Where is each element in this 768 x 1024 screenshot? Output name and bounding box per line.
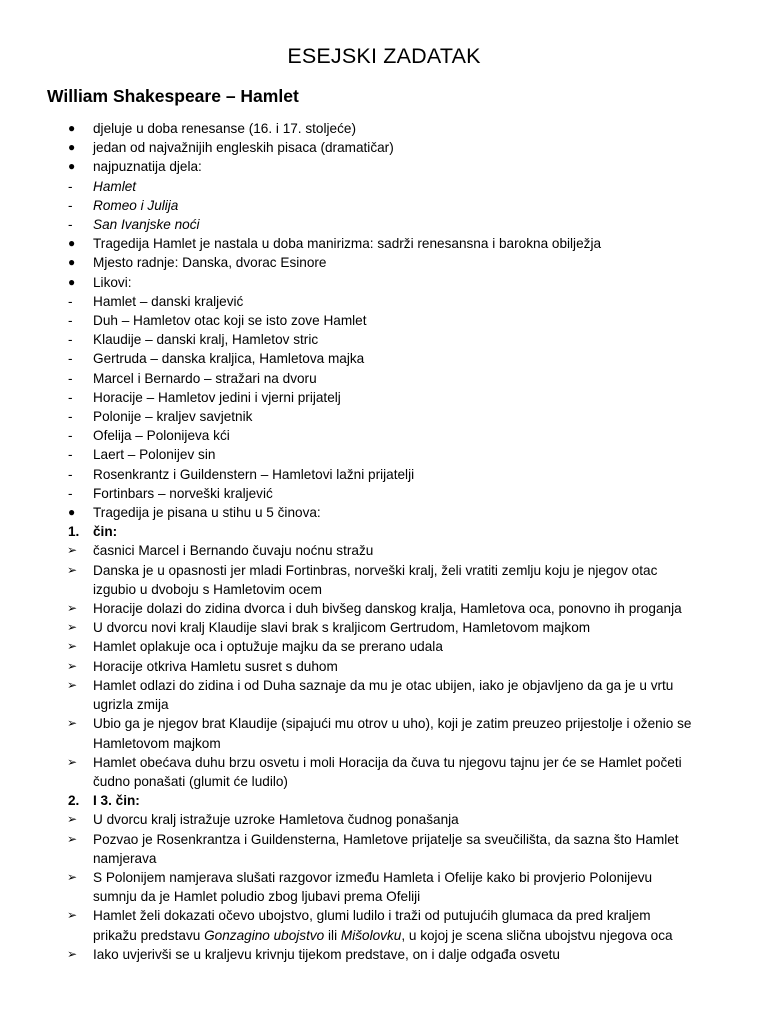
list-item-continuation bbox=[0, 695, 768, 714]
list-item-text: Laert – Polonijev sin bbox=[93, 447, 216, 463]
list-item bbox=[0, 388, 768, 407]
text-run: prikažu predstavu bbox=[93, 927, 205, 943]
arrow-bullet-icon: ➢ bbox=[67, 946, 78, 961]
list-item-text: Hamlet – danski kraljević bbox=[93, 293, 244, 309]
arrow-bullet-icon: ➢ bbox=[67, 869, 78, 884]
list-item bbox=[0, 753, 768, 772]
page-title: ESEJSKI ZADATAK bbox=[287, 44, 481, 68]
list-item bbox=[0, 637, 768, 656]
document-body bbox=[0, 119, 768, 964]
list-item-text: izgubio u dvoboju s Hamletovim ocem bbox=[93, 581, 322, 597]
arrow-bullet-icon: ➢ bbox=[67, 639, 78, 654]
list-item bbox=[0, 676, 768, 695]
list-item bbox=[0, 484, 768, 503]
list-item-text: Romeo i Julija bbox=[93, 197, 179, 213]
list-item-text: U dvorcu novi kralj Klaudije slavi brak s kraljicom Gertrudom, Hamletovom majkom bbox=[93, 620, 591, 636]
list-item-text: Horacije – Hamletov jedini i vjerni prijatelj bbox=[93, 389, 341, 405]
arrow-bullet-icon: ➢ bbox=[67, 658, 78, 673]
list-item bbox=[0, 349, 768, 368]
list-item-text: Gertruda – danska kraljica, Hamletova majka bbox=[93, 351, 365, 367]
dash-icon: - bbox=[68, 313, 73, 329]
list-item bbox=[0, 138, 768, 157]
list-item-continuation bbox=[0, 734, 768, 753]
dash-icon: - bbox=[68, 351, 73, 367]
list-item-text: S Polonijem namjerava slušati razgovor između Hamleta i Ofelije kako bi provjerio Polonijevu bbox=[93, 869, 653, 885]
list-item-text: Mjesto radnje: Danska, dvorac Esinore bbox=[93, 255, 327, 271]
list-item-text: Hamlet obećava duhu brzu osvetu i moli Horacija da čuva tu njegovu tajnu jer će se Hamlet početi bbox=[93, 754, 682, 770]
arrow-bullet-icon: ➢ bbox=[67, 601, 78, 616]
list-item-text: Horacije otkriva Hamletu susret s duhom bbox=[93, 658, 338, 674]
list-item bbox=[0, 330, 768, 349]
list-item-text: I 3. čin: bbox=[93, 793, 140, 809]
dash-icon: - bbox=[68, 332, 73, 348]
arrow-bullet-icon: ➢ bbox=[67, 716, 78, 731]
list-item bbox=[0, 503, 768, 522]
list-item bbox=[0, 522, 768, 541]
bullet-icon: ● bbox=[68, 274, 76, 289]
list-item-text: Klaudije – danski kralj, Hamletov stric bbox=[93, 332, 319, 348]
dash-icon: - bbox=[68, 485, 73, 501]
list-item-text: Pozvao je Rosenkrantza i Guildensterna, Hamletove prijatelje sa sveučilišta, da sazna što Hamlet bbox=[93, 831, 679, 847]
dash-icon: - bbox=[68, 370, 73, 386]
list-item bbox=[0, 311, 768, 330]
list-item-continuation bbox=[0, 849, 768, 868]
text-run: Gonzagino ubojstvo bbox=[204, 927, 325, 943]
arrow-bullet-icon: ➢ bbox=[67, 543, 78, 558]
list-item-text: Ubio ga je njegov brat Klaudije (sipajući mu otrov u uho), koji je zatim preuzeo prijestolje i oženio se bbox=[93, 716, 692, 732]
dash-icon: - bbox=[68, 466, 73, 482]
list-item-text: Rosenkrantz i Guildenstern – Hamletovi lažni prijatelji bbox=[93, 466, 415, 482]
arrow-bullet-icon: ➢ bbox=[67, 677, 78, 692]
dash-icon: - bbox=[68, 409, 73, 425]
list-item-text: čin: bbox=[93, 524, 118, 540]
list-item-text: sumnju da je Hamlet poludio zbog ljubavi prema Ofeliji bbox=[93, 889, 421, 905]
dash-icon: - bbox=[68, 447, 73, 463]
list-item bbox=[0, 541, 768, 560]
list-item-text: najpuznatija djela: bbox=[93, 159, 202, 175]
list-item-text: San Ivanjske noći bbox=[93, 217, 200, 233]
list-item bbox=[0, 369, 768, 388]
list-item-continuation bbox=[0, 772, 768, 791]
list-item-text: Likovi: bbox=[93, 274, 132, 290]
list-item-continuation bbox=[0, 580, 768, 599]
list-item-text: U dvorcu kralj istražuje uzroke Hamletova čudnog ponašanja bbox=[93, 812, 459, 828]
arrow-bullet-icon: ➢ bbox=[67, 562, 78, 577]
list-item bbox=[0, 177, 768, 196]
text-run: , u kojoj je scena slična ubojstvu njegova oca bbox=[401, 927, 673, 943]
list-item-text: Hamlet želi dokazati očevo ubojstvo, glumi ludilo i traži od putujućih glumaca da pred kraljem bbox=[93, 908, 651, 924]
list-item-text: Hamlet oplakuje oca i optužuje majku da se prerano udala bbox=[93, 639, 443, 655]
list-item-text: Tragedija je pisana u stihu u 5 činova: bbox=[93, 505, 321, 521]
list-item-continuation bbox=[0, 887, 768, 906]
list-item-text: Ofelija – Polonijeva kći bbox=[93, 428, 230, 444]
list-item bbox=[0, 157, 768, 176]
list-item-text: Fortinbars – norveški kraljević bbox=[93, 485, 273, 501]
list-item bbox=[0, 791, 768, 810]
list-item-text: ugrizla zmija bbox=[93, 697, 169, 713]
dash-icon: - bbox=[68, 428, 73, 444]
list-item bbox=[0, 618, 768, 637]
dash-icon: - bbox=[68, 293, 73, 309]
list-number: 2. bbox=[68, 793, 80, 809]
arrow-bullet-icon: ➢ bbox=[67, 908, 78, 923]
list-item bbox=[0, 714, 768, 733]
bullet-icon: ● bbox=[68, 140, 76, 155]
list-item bbox=[0, 253, 768, 272]
list-item-text: jedan od najvažnijih engleskih pisaca (dramatičar) bbox=[93, 140, 394, 156]
list-item bbox=[0, 465, 768, 484]
bullet-icon: ● bbox=[68, 505, 76, 520]
dash-icon: - bbox=[68, 389, 73, 405]
list-item bbox=[0, 196, 768, 215]
list-item-text: Hamlet bbox=[93, 178, 137, 194]
list-item bbox=[0, 119, 768, 138]
list-item bbox=[0, 945, 768, 964]
list-item bbox=[0, 561, 768, 580]
list-item bbox=[0, 599, 768, 618]
list-item-text: Danska je u opasnosti jer mladi Fortinbras, norveški kralj, želi vratiti zemlju koju je njegov otac bbox=[93, 562, 658, 578]
arrow-bullet-icon: ➢ bbox=[67, 812, 78, 827]
list-item-text: Tragedija Hamlet je nastala u doba manirizma: sadrži renesansna i barokna obilježja bbox=[93, 236, 602, 252]
list-number: 1. bbox=[68, 524, 80, 540]
bullet-icon: ● bbox=[68, 236, 76, 251]
list-item bbox=[0, 906, 768, 925]
list-item bbox=[0, 215, 768, 234]
list-item-text: čudno ponašati (glumit će ludilo) bbox=[93, 773, 288, 789]
list-item-text: namjerava bbox=[93, 850, 157, 866]
dash-icon: - bbox=[68, 197, 73, 213]
list-item-text: Horacije dolazi do zidina dvorca i duh bivšeg danskog kralja, Hamletova oca, ponovno ih proganja bbox=[93, 601, 682, 617]
document-heading: William Shakespeare – Hamlet bbox=[47, 86, 299, 106]
list-item-continuation bbox=[0, 926, 768, 945]
list-item-text: Marcel i Bernardo – stražari na dvoru bbox=[93, 370, 317, 386]
list-item bbox=[0, 426, 768, 445]
list-item-text: Duh – Hamletov otac koji se isto zove Hamlet bbox=[93, 313, 367, 329]
list-item bbox=[0, 445, 768, 464]
bullet-icon: ● bbox=[68, 159, 76, 174]
bullet-icon: ● bbox=[68, 255, 76, 270]
list-item-text: Polonije – kraljev savjetnik bbox=[93, 409, 253, 425]
list-item-text: djeluje u doba renesanse (16. i 17. stoljeće) bbox=[93, 121, 356, 136]
list-item bbox=[0, 810, 768, 829]
dash-icon: - bbox=[68, 217, 73, 233]
list-item-text: Hamlet odlazi do zidina i od Duha saznaje da mu je otac ubijen, iako je objavljeno da ga je u vrtu bbox=[93, 677, 674, 693]
list-item-text: Hamletovom majkom bbox=[93, 735, 221, 751]
text-run: Mišolovku bbox=[340, 927, 402, 943]
list-item bbox=[0, 407, 768, 426]
list-item bbox=[0, 868, 768, 887]
arrow-bullet-icon: ➢ bbox=[67, 831, 78, 846]
list-item-text: Iako uvjerivši se u kraljevu krivnju tijekom predstave, on i dalje odgađa osvetu bbox=[93, 946, 560, 962]
list-item bbox=[0, 234, 768, 253]
list-item bbox=[0, 292, 768, 311]
dash-icon: - bbox=[68, 178, 73, 194]
list-item-text: časnici Marcel i Bernando čuvaju noćnu stražu bbox=[93, 543, 374, 559]
list-item bbox=[0, 830, 768, 849]
list-item bbox=[0, 273, 768, 292]
list-item bbox=[0, 657, 768, 676]
arrow-bullet-icon: ➢ bbox=[67, 754, 78, 769]
bullet-icon: ● bbox=[68, 121, 76, 135]
text-run: ili bbox=[324, 927, 341, 943]
arrow-bullet-icon: ➢ bbox=[67, 620, 78, 635]
